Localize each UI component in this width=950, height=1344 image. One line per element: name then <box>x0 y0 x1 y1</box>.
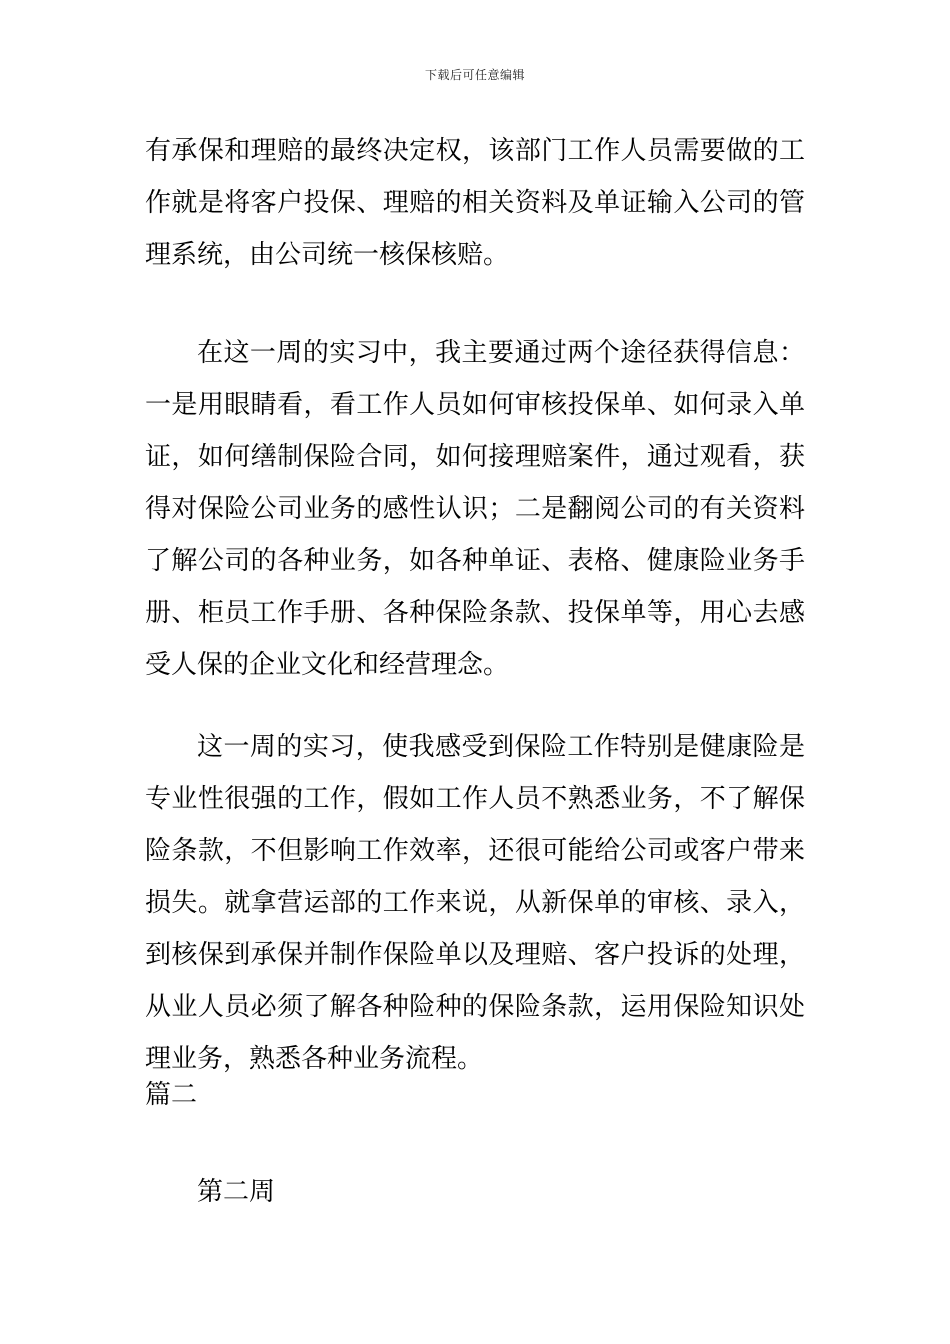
paragraph-internship-reflection <box>145 721 805 1085</box>
section-heading <box>145 1069 805 1121</box>
paragraph-text: 在这一周的实习中，我主要通过两个途径获得信息：一是用眼睛看，看工作人员如何审核投保单、如何录入单证，如何缮制保险合同，如何接理赔案件，通过观看，获得对保险公司业务的感性认识；二是翻阅公司的有关资料了解公司的各种业务，如各种单证、表格、健康险业务手册、柜员工作手册、各种保险条款、投保单等，用心去感受人保的企业文化和经营理念。 <box>145 338 805 680</box>
section-title: 篇二 <box>145 1080 198 1110</box>
paragraph-continuation <box>145 125 805 281</box>
subsection-heading <box>145 1166 805 1218</box>
subsection-title: 第二周 <box>197 1177 276 1207</box>
paragraph-internship-info <box>145 327 805 691</box>
paragraph-text: 有承保和理赔的最终决定权，该部门工作人员需要做的工作就是将客户投保、理赔的相关资料及单证输入公司的管理系统，由公司统一核保核赔。 <box>145 136 805 270</box>
paragraph-text: 这一周的实习，使我感受到保险工作特别是健康险是专业性很强的工作，假如工作人员不熟悉业务，不了解保险条款，不但影响工作效率，还很可能给公司或客户带来损失。就拿营运部的工作来说，从新保单的审核、录入，到核保到承保并制作保险单以及理赔、客户投诉的处理，从业人员必须了解各种险种的保险条款，运用保险知识处理业务，熟悉各种业务流程。 <box>145 732 805 1074</box>
header-note: 下载后可任意编辑 <box>424 68 525 82</box>
